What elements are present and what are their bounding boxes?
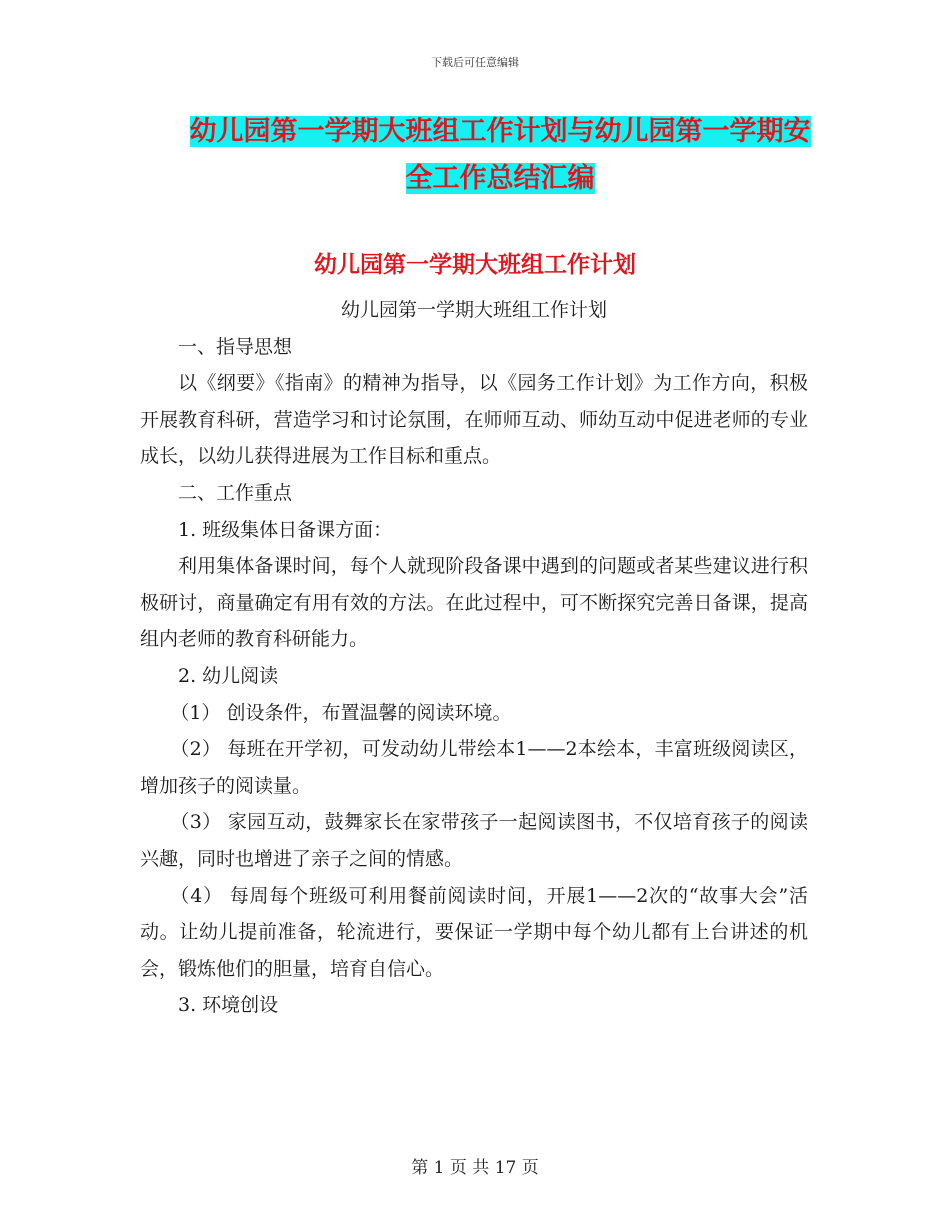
list-item: （3） 家园互动，鼓舞家长在家带孩子一起阅读图书，不仅培育孩子的阅读兴趣，同时也增进了亲子之间的情感。 bbox=[140, 811, 808, 870]
subheading-environment: 3. 环境创设 bbox=[178, 994, 279, 1017]
title-line-2: 全工作总结汇编 bbox=[405, 163, 595, 194]
list-item: （2） 每班在开学初，可发动幼儿带绘本1——2本绘本，丰富班级阅读区，增加孩子的阅读量。 bbox=[140, 738, 808, 797]
document-body bbox=[140, 292, 808, 1024]
heading-guiding-ideology: 一、指导思想 bbox=[178, 335, 293, 358]
list-item: （4） 每周每个班级可利用餐前阅读时间，开展1——2次的“故事大会”活动。让幼儿提前准备，轮流进行，要保证一学期中每个幼儿都有上台讲述的机会，锻炼他们的胆量，培育自信心。 bbox=[140, 884, 808, 980]
list-item: （1） 创设条件，布置温馨的阅读环境。 bbox=[170, 701, 512, 724]
page-number: 第 1 页 共 17 页 bbox=[411, 1158, 539, 1178]
section-title: 幼儿园第一学期大班组工作计划 bbox=[314, 252, 636, 278]
heading-work-focus: 二、工作重点 bbox=[178, 481, 293, 504]
subtitle: 幼儿园第一学期大班组工作计划 bbox=[340, 299, 607, 321]
header-note: 下载后可任意编辑 bbox=[431, 56, 519, 69]
document-title bbox=[140, 108, 860, 202]
subheading-reading: 2. 幼儿阅读 bbox=[178, 664, 279, 687]
paragraph: 以《纲要》《指南》的精神为指导，以《园务工作计划》为工作方向，积极开展教育科研，营造学习和讨论氛围，在师师互动、师幼互动中促进老师的专业成长，以幼儿获得进展为工作目标和重点。 bbox=[140, 372, 808, 468]
paragraph: 利用集体备课时间，每个人就现阶段备课中遇到的问题或者某些建议进行积极研讨，商量确定有用有效的方法。在此过程中，可不断探究完善日备课，提高组内老师的教育科研能力。 bbox=[140, 555, 808, 651]
subheading-lesson-prep: 1. 班级集体日备课方面： bbox=[178, 518, 393, 541]
title-line-1: 幼儿园第一学期大班组工作计划与幼儿园第一学期安 bbox=[189, 116, 811, 147]
